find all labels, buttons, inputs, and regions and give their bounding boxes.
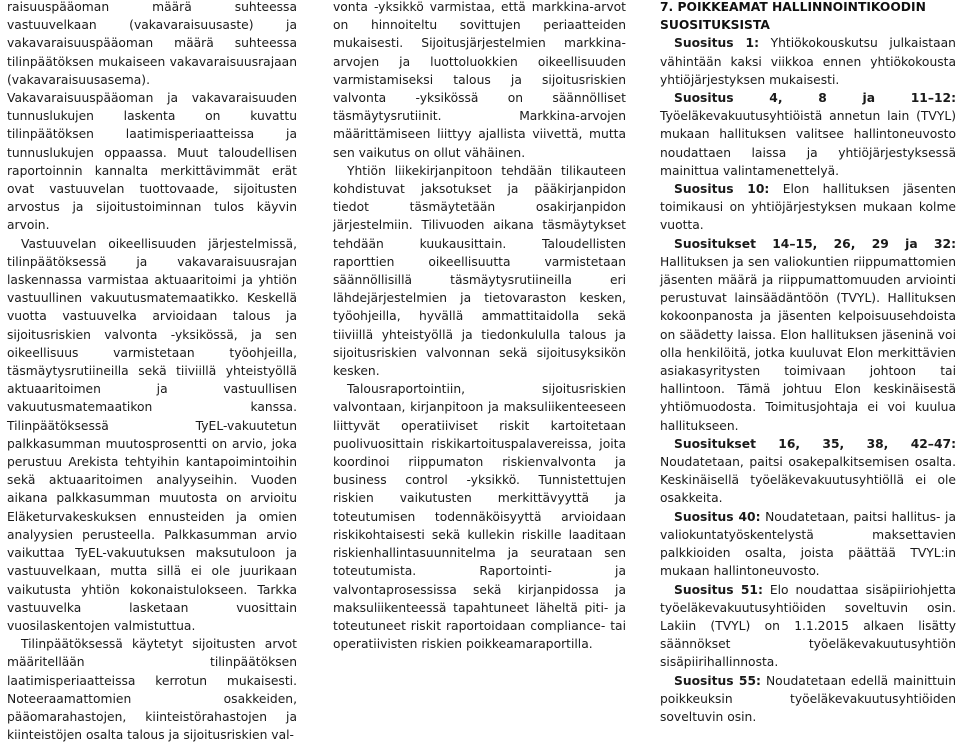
recommendation-text: Työeläkevakuutusyhtiöistä annetun lain (TVYL) mukaan hallituksen valitsee hallintoneuvosto noudattaen laissa ja yhtiöjärjestyksessä mainittua valintamenettelyä. <box>660 109 956 178</box>
recommendation-8 <box>660 672 956 727</box>
recommendation-ref: Suositus 40: <box>674 509 761 524</box>
recommendation-7 <box>660 581 956 672</box>
recommendation-1 <box>660 34 956 89</box>
recommendation-ref: Suositus 55: <box>674 673 761 688</box>
recommendation-2 <box>660 89 956 180</box>
recommendation-text: Noudatetaan, paitsi osakepalkitsemisen osalta. Keskinäisellä työeläkevakuutusyhtiöllä ei ole osakkeita. <box>660 455 956 506</box>
recommendation-text: Noudatetaan, paitsi hallitus- ja valiokuntatyöskentelystä maksettavien palkkioiden osalta, joista päättää TVYL:in mukaan hallintoneuvosto. <box>660 509 956 579</box>
recommendation-ref: Suositus 10: <box>674 182 770 197</box>
column-2-paragraph-1: vonta -yksikkö varmistaa, että markkina-arvot on hinnoiteltu sovittujen periaatteiden mukaisesti. Sijoitusjärjestelmien markkina-arvojen ja luottoluokkien oikeellisuuden varmistamiseksi talous ja sijoitusriskien valvonta -yksikössä on säännölliset täsmäytysrutiinit. Markkina-arvojen määrittämiseen liittyy ajallista viivettä, mutta sen vaikutus on ollut vähäinen. <box>333 0 626 160</box>
column-3 <box>660 0 956 726</box>
column-1 <box>7 0 297 744</box>
column-2-paragraph-3: Talousraportointiin, sijoitusriskien valvontaan, kirjanpitoon ja maksuliikenteeseen liittyvät operatiiviset riskit kartoitetaan puolivuosittain riskikartoituspalavereissa, joita koordinoi riippumaton riskienvalvonta ja business control -yksikkö. Tunnistettujen riskien vaikutusten merkittävyyttä ja toteutumisen todennäköisyyttä arvioidaan riskikohtaisesti sekä kullekin riskille laaditaan riskienhallintasuunnitelma ja seurataan sen toteutumista. Raportointi- ja valvontaprosessissa sekä kirjanpidossa ja maksuliikenteessä tapahtuneet läheltä piti- ja toteutuneet riskit raportoidaan compliance- tai operatiivisten riskien poikkeamaraportilla. <box>333 382 626 652</box>
column-1-paragraph-2: Vastuuvelan oikeellisuuden järjestelmissä, tilinpäätöksessä ja vakavaraisuusrajan laskennassa varmistaa aktuaaritoimi ja yhtiön vastuullinen vakuutusmatemaatikko. Keskellä vuotta vastuuvelka arvioidaan talous ja sijoitusriskien valvonta -yksikössä, ja sen oikeellisuus varmistetaan työohjeilla, täsmäytysrutiineilla sekä tiiviillä yhteistyöllä aktuaaritoimen ja vastuullisen vakuutusmatemaatikon kanssa. Tilinpäätöksessä TyEL-vakuutetun palkkasumman muutosprosentti on arvio, joka perustuu Arekista tehtyihin kantapoimintoihin sekä aktuaaritoimen analyyseihin. Vuoden aikana palkkasumman muutosta on arvioitu Eläketurvakeskuksen ennusteiden ja omien analyysien perusteella. Palkkasumman arvio vaikuttaa TyEL-vakuutuksen maksutuloon ja vastuuvelkaan, mutta sillä ei ole juurikaan vaikutusta yhtiön kokonaistulokseen. Tarkka vastuuvelka lasketaan vuosittain vuosilaskentojen valmistuttua. <box>7 236 297 633</box>
section-heading <box>660 0 956 34</box>
section-heading-line-1: 7. POIKKEAMAT HALLINNOINTIKOODIN <box>660 0 926 14</box>
recommendation-ref: Suositukset 14–15, 26, 29 ja 32: <box>674 236 956 251</box>
recommendation-ref: Suositukset 16, 35, 38, 42–47: <box>674 436 956 451</box>
recommendation-text: Elon hallituksen jäsenten toimikausi on yhtiöjärjestyksen mukaan kolme vuotta. <box>660 182 956 233</box>
recommendation-text: Yhtiökokouskutsu julkaistaan vähintään kaksi viikkoa ennen yhtiökokousta yhtiöjärjestyksen mukaisesti. <box>660 36 956 87</box>
recommendation-text: Noudatetaan edellä mainittuin poikkeuksin työeläkevakuutusyhtiöiden soveltuvin osin. <box>660 673 957 724</box>
recommendation-text: Hallituksen ja sen valiokuntien riippumattomien jäsenten määrä ja riippumattomuuden arviointi perustuvat lainsäädäntöön (TVYL). Hallituksen kokoonpanosta ja jäsenten kelpoisuusehdoista on säädetty laissa. Elon hallituksen jäseninä voi olla henkilöitä, jotka kuuluvat Elon merkittävien asiakasyritysten toimivaan johtoon tai hallintoon. Tämä johtuu Elon keskinäisestä yhtiömuodosta. Toimitusjohtaja ei voi kuulua hallitukseen. <box>660 254 956 433</box>
recommendation-3 <box>660 180 956 235</box>
recommendation-5 <box>660 435 956 508</box>
column-2 <box>333 0 626 653</box>
recommendation-ref: Suositus 51: <box>674 582 763 597</box>
column-1-paragraph-1: raisuuspääoman määrä suhteessa vastuuvelkaan (vakavaraisuusaste) ja vakavaraisuuspääoman määrä suhteessa tilinpäätöksen mukaiseen vakavaraisuusrajaan (vakavaraisuusasema). Vakavaraisuuspääoman ja vakavaraisuuden tunnuslukujen laskenta on kuvattu tilinpäätöksen laatimisperiaatteissa ja tunnuslukujen oppaassa. Muut taloudellisen raportoinnin kannalta merkittävimmät erät ovat vastuuvelan tuottovaade, sijoitusten arvostus ja sijoitustoiminnan tulos käyvin arvoin. <box>7 0 297 233</box>
column-1-paragraph-3: Tilinpäätöksessä käytetyt sijoitusten arvot määritellään tilinpäätöksen laatimisperiaatteissa kerrotun mukaisesti. Noteeraamattomien osakkeiden, pääomarahastojen, kiinteistörahastojen ja kiinteistöjen osalta talous ja sijoitusriskien val- <box>7 637 297 743</box>
recommendation-4 <box>660 235 956 435</box>
section-heading-line-2: SUOSITUKSISTA <box>660 18 770 33</box>
recommendation-text: Elo noudattaa sisäpiiriohjetta työeläkevakuutusyhtiöiden soveltuvin osin. Lakiin (TVYL) on 1.1.2015 alkaen lisätty säännökset työeläkevakuutusyhtiön sisäpiirihallinnosta. <box>660 582 956 670</box>
recommendation-6 <box>660 508 956 581</box>
recommendation-ref: Suositus 1: <box>674 36 759 51</box>
column-2-paragraph-2: Yhtiön liikekirjanpitoon tehdään tilikauteen kohdistuvat jaksotukset ja pääkirjanpidon tiedot täsmäytetään osakirjanpidon järjestelmiin. Tilivuoden aikana täsmäytykset tehdään kuukausittain. Taloudellisten raporttien oikeellisuutta varmistetaan säännöllisillä täsmäytysrutiineilla eri lähdejärjestelmien ja tietovaraston kesken, työohjeilla, hyvällä ammattitaidolla sekä tiiviillä yhteistyöllä ja tiedonkululla talous ja sijoitusriskien valvonnan sekä sijoitusyksikön kesken. <box>333 163 626 379</box>
recommendation-ref: Suositus 4, 8 ja 11–12: <box>674 91 956 106</box>
